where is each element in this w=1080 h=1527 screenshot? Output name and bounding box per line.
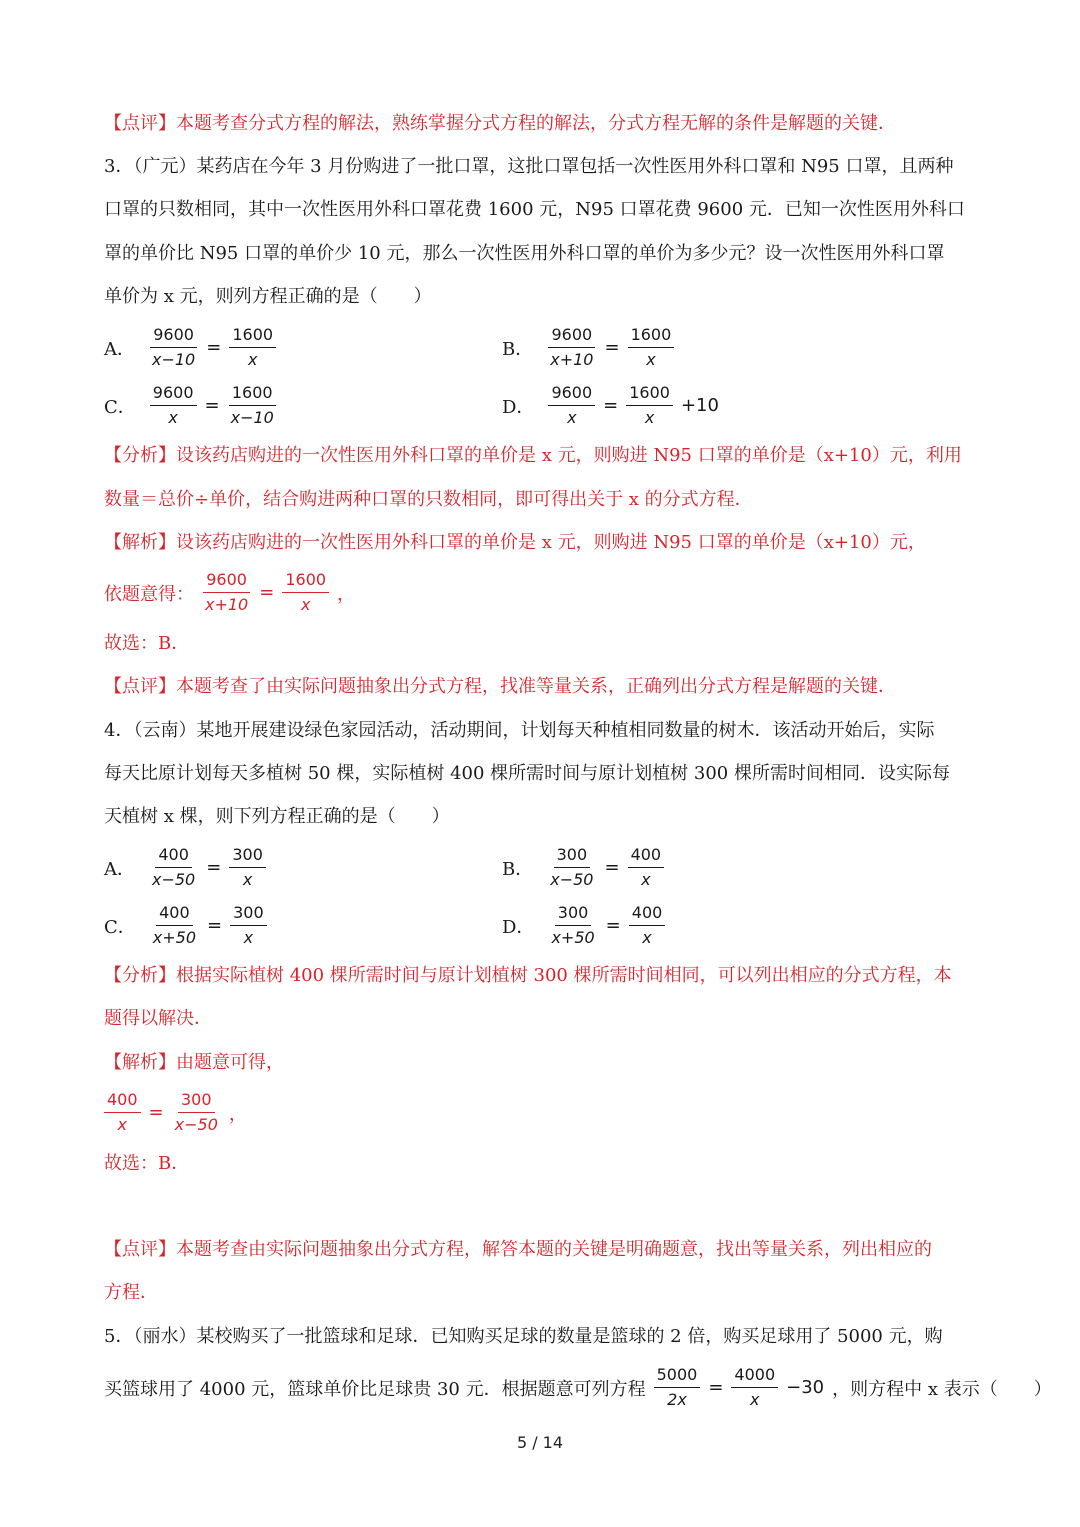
option-label: C． — [104, 396, 136, 418]
fraction: $\frac{300}{x-50}$ — [174, 1090, 218, 1134]
q4-choice: 故选：B． — [104, 1153, 190, 1174]
q3-option-c: C． $\frac{9600}{x}$ = $\frac{1600}{x-10}$ — [104, 383, 277, 428]
fraction: $\frac{400}{x-50}$ — [152, 845, 196, 889]
q4-line-1: 4．（云南）某地开展建设绿色家园活动，活动期间，计划每天种植相同数量的树木．该活动开始后，实际 — [104, 720, 935, 741]
fraction: $\frac{5000}{2x}$ — [654, 1365, 701, 1410]
page-number: 5 / 14 — [516, 1433, 564, 1452]
fraction: $\frac{400}{x}$ — [104, 1090, 141, 1135]
fraction: $\frac{400}{x}$ — [629, 903, 666, 948]
q3-option-d: D． $\frac{9600}{x}$ = $\frac{1600}{x}$ +10 — [502, 383, 719, 427]
q3-option-b: B． $\frac{9600}{x+10}$ = $\frac{1600}{x}$ — [502, 325, 674, 370]
fraction: $\frac{300}{x+50}$ — [551, 903, 595, 947]
fraction: $\frac{300}{x-50}$ — [550, 845, 594, 889]
q4-comment-1: 【点评】本题考查由实际问题抽象出分式方程，解答本题的关键是明确题意，找出等量关系，列出相应的 — [104, 1239, 932, 1260]
q3-basis-equation: 依题意得： $\frac{9600}{x+10}$ = $\frac{1600}{x}$ ， — [104, 570, 356, 614]
comment-q2: 【点评】本题考查分式方程的解法，熟练掌握分式方程的解法，分式方程无解的条件是解题的关键． — [104, 113, 896, 134]
q5-line-2: 买篮球用了 4000 元，篮球单价比足球贵 30 元．根据题意可列方程 $\frac{5000}{2x}$ = $\frac{4000}{x}$ −30 ，则方程中 x 表示（ ） — [104, 1365, 1052, 1409]
q3-option-a: A． $\frac{9600}{x-10}$ = $\frac{1600}{x}$ — [104, 325, 276, 370]
fraction: $\frac{9600}{x+10}$ — [205, 570, 249, 614]
option-label: A． — [104, 338, 135, 360]
q4-comment-2: 方程． — [104, 1282, 158, 1303]
q5-line-1: 5．（丽水）某校购买了一批篮球和足球．已知购买足球的数量是篮球的 2 倍，购买足球用了 5000 元，购 — [104, 1326, 943, 1347]
fraction: $\frac{1600}{x-10}$ — [230, 383, 274, 427]
q3-analysis-2: 数量＝总价÷单价，结合购进两种口罩的只数相同，即可得出关于 x 的分式方程． — [104, 489, 753, 510]
option-label: B． — [502, 338, 534, 360]
q3-line-4: 单价为 x 元，则列方程正确的是（ ） — [104, 286, 432, 307]
fraction: $\frac{4000}{x}$ — [731, 1365, 778, 1410]
q4-option-c: C． $\frac{400}{x+50}$ = $\frac{300}{x}$ — [104, 903, 267, 948]
q4-line-3: 天植树 x 棵，则下列方程正确的是（ ） — [104, 806, 450, 827]
fraction: $\frac{1600}{x}$ — [282, 570, 329, 615]
q4-option-a: A． $\frac{400}{x-50}$ = $\frac{300}{x}$ — [104, 845, 266, 890]
fraction: $\frac{300}{x}$ — [230, 903, 267, 948]
q4-solution: 【解析】由题意可得， — [104, 1052, 284, 1073]
option-label: D． — [502, 916, 535, 938]
option-label: B． — [502, 858, 534, 880]
q3-line-3: 罩的单价比 N95 口罩的单价少 10 元，那么一次性医用外科口罩的单价为多少元？设一次性医用外科口罩 — [104, 243, 945, 264]
q4-analysis-1: 【分析】根据实际植树 400 棵所需时间与原计划植树 300 棵所需时间相同，可以列出相应的分式方程，本 — [104, 965, 952, 986]
fraction: $\frac{1600}{x}$ — [626, 383, 673, 428]
fraction: $\frac{9600}{x-10}$ — [152, 325, 196, 369]
fraction: $\frac{1600}{x}$ — [628, 325, 675, 370]
fraction: $\frac{9600}{x}$ — [548, 383, 595, 428]
option-label: D． — [502, 396, 535, 418]
q3-analysis-1: 【分析】设该药店购进的一次性医用外科口罩的单价是 x 元，则购进 N95 口罩的单价是（x+10）元，利用 — [104, 445, 962, 466]
option-label: A． — [104, 858, 135, 880]
fraction: $\frac{400}{x+50}$ — [152, 903, 197, 947]
q4-line-2: 每天比原计划每天多植树 50 棵，实际植树 400 棵所需时间与原计划植树 300 棵所需时间相同．设实际每 — [104, 763, 950, 784]
fraction: $\frac{9600}{x}$ — [150, 383, 197, 428]
q4-option-b: B． $\frac{300}{x-50}$ = $\frac{400}{x}$ — [502, 845, 664, 890]
q4-option-d: D． $\frac{300}{x+50}$ = $\frac{400}{x}$ — [502, 903, 665, 948]
fraction: $\frac{9600}{x+10}$ — [550, 325, 594, 369]
option-label: C． — [104, 916, 136, 938]
fraction: $\frac{400}{x}$ — [628, 845, 665, 890]
q3-line-2: 口罩的只数相同，其中一次性医用外科口罩花费 1600 元，N95 口罩花费 9600 元．已知一次性医用外科口 — [104, 199, 965, 220]
q3-line-1: 3．（广元）某药店在今年 3 月份购进了一批口罩，这批口罩包括一次性医用外科口罩和 N95 口罩，且两种 — [104, 156, 954, 177]
fraction: $\frac{1600}{x}$ — [229, 325, 276, 370]
q3-solution: 【解析】设该药店购进的一次性医用外科口罩的单价是 x 元，则购进 N95 口罩的单价是（x+10）元， — [104, 532, 926, 553]
q4-analysis-2: 题得以解决． — [104, 1008, 212, 1029]
fraction: $\frac{300}{x}$ — [229, 845, 266, 890]
q4-basis-equation: $\frac{400}{x}$ = $\frac{300}{x-50}$ ， — [104, 1090, 247, 1135]
q3-comment: 【点评】本题考查了由实际问题抽象出分式方程，找准等量关系，正确列出分式方程是解题的关键． — [104, 676, 896, 697]
q3-choice: 故选：B． — [104, 633, 190, 654]
